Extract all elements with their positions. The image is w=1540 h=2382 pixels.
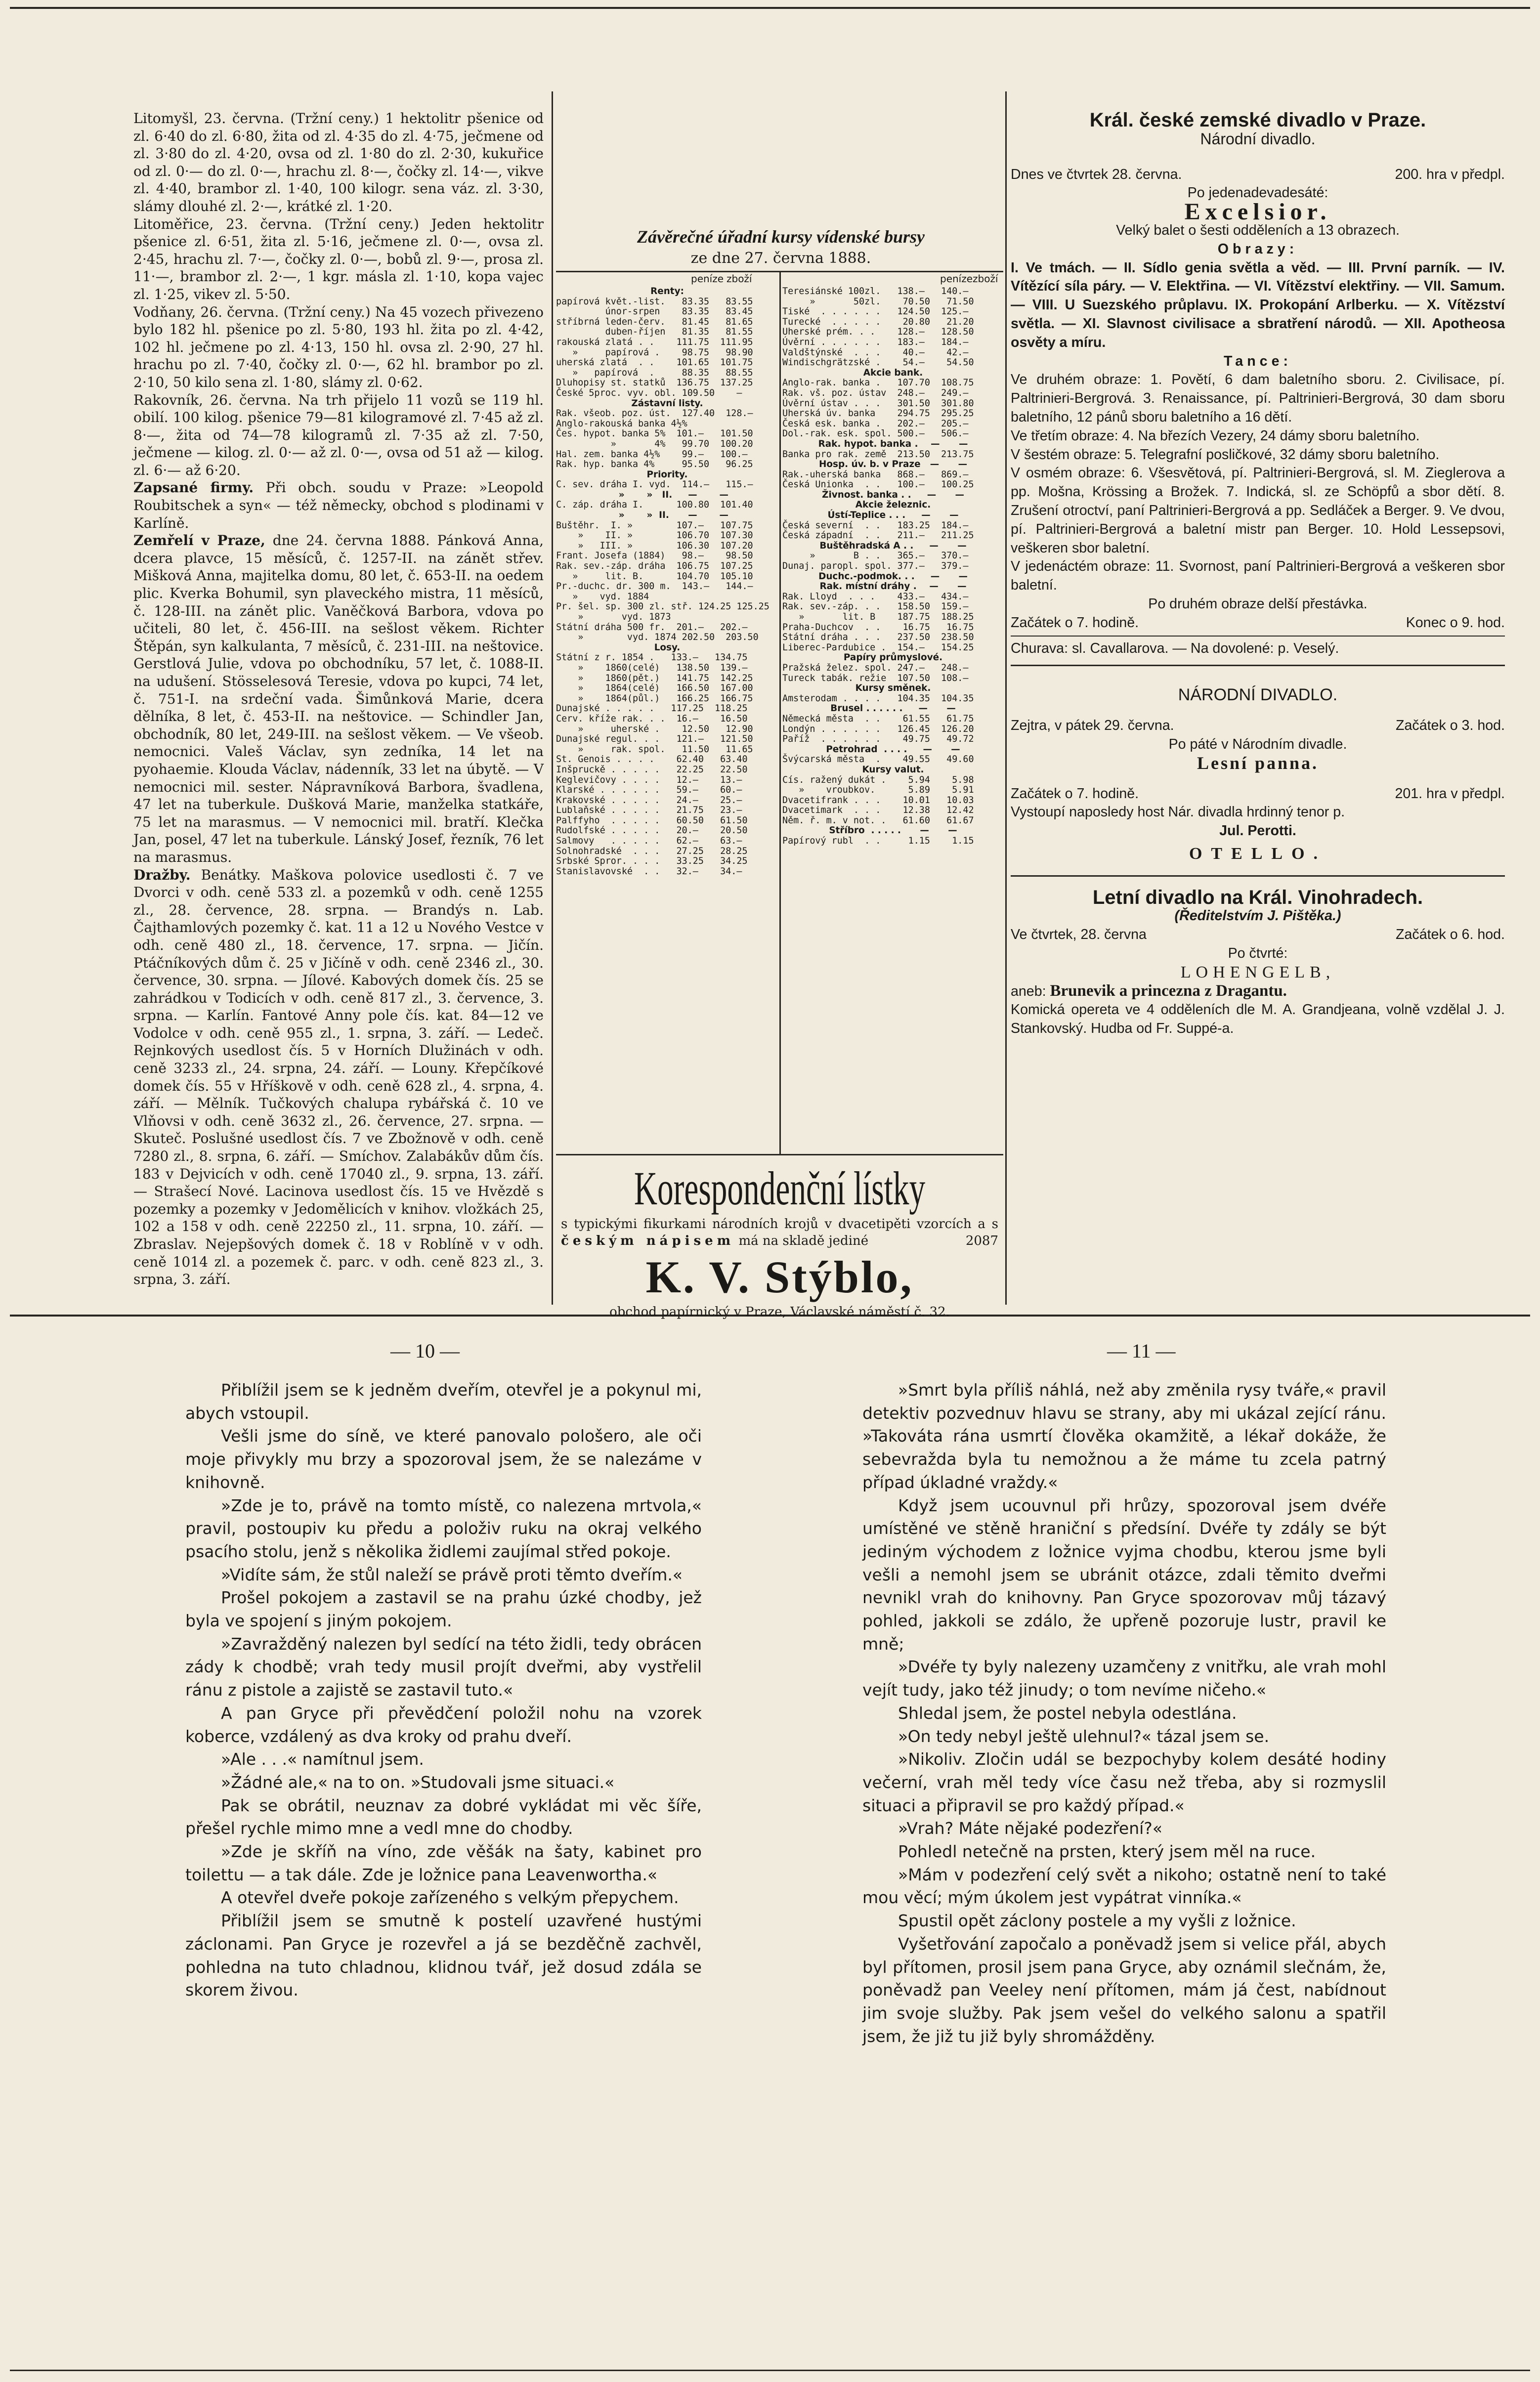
stock-right-row: Akcie železnic. [855, 500, 931, 510]
theatre-summer-subtitle-lead: aneb: [1011, 983, 1046, 999]
bottom-rule [10, 2370, 1530, 2371]
stock-left-row: » vyd. 1874 202.50 203.50 [556, 632, 759, 643]
ad-headline: Korespondenční lístky [634, 1162, 926, 1215]
stock-right-row: Rak. vš. poz. ústav 248.— 249.— [782, 387, 969, 398]
stock-left-row: Frant. Josefa (1884) 98.— 98.50 [556, 551, 753, 561]
stock-right-row: Dol.-rak. esk. spol. 500.— 506.— [782, 428, 969, 439]
page-number-left: — 10 — [390, 1340, 460, 1362]
stock-left-row: Keglevičovy . . . . 12.— 13.— [556, 774, 742, 785]
stock-left-row: únor-srpen 83.35 83.45 [556, 306, 753, 317]
stock-left-row: C. sev. dráha I. vyd. 114.— 115.— [556, 479, 753, 490]
stock-left-row: » papírová . 88.35 88.55 [556, 367, 753, 378]
stock-left-row: » III. » 106.30 107.20 [556, 540, 753, 551]
novel-page-left [185, 1379, 702, 2002]
theatre-summer-dateline [1011, 926, 1505, 944]
ad-number: 2087 [965, 1234, 998, 1248]
firms-title: Zapsané firmy. [133, 479, 254, 496]
theatre-main-title: Král. české zemské divadlo v Praze. [1089, 109, 1426, 131]
stock-left-row: Čes. hypot. banka 5% 101.— 101.50 [556, 428, 753, 439]
novel-paragraph: Když jsem ucouvnul při hrůzy, spozoroval jsem dvéře umístěné ve stěně hraniční s předsíní. Dvéře ty zdály se být jediným východem z ložnice vyjma chodbu, kterou jsme byli vešli a nemohl jsem se ubránit otázce, zdali těmito dveřmi nevnikl vrah do knihovny. Pan Gryce spozorovav můj tázavý pohled, jakkoli se zdálo, že upřeně pozoruje lustr, pravil ke mně; [862, 1495, 1386, 1654]
novel-paragraph: Shledal jsem, že postel nebyla odestlána. [898, 1703, 1237, 1723]
stock-left-row: Buštěhr. I. » 107.— 107.75 [556, 520, 753, 531]
stock-right-row: Praha-Duchcov . . 16.75 16.75 [782, 622, 974, 633]
stock-table-left [556, 287, 778, 877]
stock-right-row: Uherské prém. . . 128.— 128.50 [782, 327, 974, 338]
stock-mid-rule [779, 272, 781, 1154]
stock-right-row: Rak. místní dráhy . — — [819, 581, 967, 592]
stock-left-row: Losy. [654, 642, 681, 653]
stock-right-row: » B . . 365.— 370.— [782, 551, 969, 561]
ad-address: obchod papírnický v Praze, Václavské náměstí č. 32. [609, 1305, 950, 1319]
theatre-main-dance-5: V jedenáctém obraze: 11. Svornost, paní Paltrinieri-Bergrová a veškeren sbor baletní. [1011, 558, 1505, 594]
theatre-national-guest-name: Jul. Perotti. [1219, 823, 1296, 839]
stock-right-row: Švýcarská města . 49.55 49.60 [782, 754, 974, 765]
theatre-summer-subtitle [1011, 982, 1505, 1001]
theatre-main-play-title: Excelsior. [1184, 199, 1331, 225]
novel-page-right [862, 1379, 1386, 2048]
stock-right-row: Kursy směnek. [855, 683, 931, 694]
ad-text [556, 1216, 1003, 1249]
stock-right-row: Amsterodam . . . . 104.35 104.35 [782, 693, 974, 704]
theatre-main-dateline [1011, 166, 1505, 184]
deaths-section [133, 532, 544, 866]
theatre-summer-date: Ve čtvrtek, 28. června [1011, 927, 1147, 943]
stock-left-row: papírová květ.-list. 83.35 83.55 [556, 296, 753, 307]
deaths-title: Zemřelí v Praze, [133, 532, 265, 549]
stock-left-row: Stanislavovské . . 32.— 34.— [556, 866, 742, 877]
stock-right-row: Petrohrad . . . . — — [826, 744, 960, 755]
stock-left-row: » vyd. 1873 [556, 612, 671, 622]
market-litomerice: Litoměřice, 23. června. (Tržní ceny.) Jeden hektolitr pšenice zl. 6·51, žita zl. 5·16, ječmene zl. 0·—, ovsa zl. 2·45, hrachu zl. 7·—, čočky zl. 0·—, bobů zl. 9·—, prosa zl. 11·—, brambor zl. 2·—, 1 kgr. másla zl. 1·10, kopa vajec zl. 1·25, vikev zl. 5·50. [133, 215, 544, 302]
theatre-main-date: Dnes ve čtvrtek 28. června. [1011, 166, 1182, 182]
stock-right-row: Česká esk. banka . 202.— 205.— [782, 418, 969, 429]
theatre-main-after-note: Po druhém obraze delší přestávka. [1148, 596, 1368, 612]
stock-right-row: Tureck tabák. režie 107.50 108.— [782, 673, 969, 683]
stock-right-row: Cís. ražený dukát . 5.94 5.98 [782, 774, 974, 785]
theatre-main-dance-4: V osmém obraze: 6. Všesvětová, pí. Paltrinieri-Bergrová, sl. M. Zieglerova a pp. Mošna, Krössing a Brožek. 7. Indická, sl. ze Schöpfů a sbor dětí. 8. Zrušení otroctví, paní Paltrinieri-Bergrová a pp. Sedláček a Berger. 9. Ve dvou, pí. Paltrinieri-Bergrová a baletní mistr pan Berger. 10. Hold Lessepsovi, veškeren sbor baletní. [1011, 465, 1505, 556]
stock-right-row: Rak. sev.-záp. . . 158.50 159.— [782, 601, 969, 612]
ad-text-1: s typickými fikurkami národních krojů v dvacetipěti vzorcích a s [561, 1217, 998, 1232]
ad-highlight: českým nápisem [561, 1234, 735, 1248]
novel-paragraph: Vyšetřování započalo a poněvadž jsem si velice přál, abych byl přítomen, prosil jsem pana Gryce, aby oznámil slečnám, že, poněvadž pan Veeley není přítomen, mám já čest, nabídnout jim svoje služby. Pak jsem vešel do velkého salonu a spatřil jsem, že již tu již byly shromážděny. [862, 1934, 1386, 2046]
theatre-national-dateline [1011, 717, 1505, 735]
novel-paragraph: »Ale . . .« namítnul jsem. [221, 1749, 424, 1769]
stock-right-row: Papíry průmyslové. [843, 652, 943, 663]
market-litomysl: Litomyšl, 23. června. (Tržní ceny.) 1 hektolitr pšenice od zl. 6·40 do zl. 6·80, žita od zl. 4·35 do zl. 4·75, ječmene od zl. 3·80 do zl. 4·20, ovsa od zl. 1·80 do zl. 2·30, kukuřice od zl. 0·— do zl. 0·—, hrachu zl. 8·—, čočky zl. 14·—, vikve zl. 4·40, brambor zl. 1·40, 100 kilogr. sena váz. zl. 3·30, slámy dlouhé zl. 2·—, krátké zl. 1·20. [133, 110, 544, 214]
theatre-main-play-desc: Velký balet o šesti odděleních a 13 obrazech. [1116, 222, 1400, 238]
theatre-main-cast-note: Churava: sl. Cavallarova. — Na dovolené: p. Veselý. [1011, 640, 1339, 656]
stock-right-row: Tiské . . . . . . 124.50 125.— [782, 306, 969, 317]
stock-right-row: Brusel . . . . . . — — [830, 703, 956, 714]
theatre-summer-intro: Po čtvrté: [1228, 945, 1288, 962]
column-news [133, 110, 544, 1288]
stock-left-row: » » II. — — [606, 489, 728, 500]
ad-brand: K. V. Stýblo, [645, 1252, 914, 1302]
stock-right-row: Liberec-Pardubice . 154.— 154.25 [782, 642, 974, 653]
stock-right-row: Úvěrní . . . . . . 183.— 184.— [782, 337, 969, 347]
novel-paragraph: A pan Gryce při převědčení položil nohu na vzorek koberce, vzdálený as dva kroky od prahu dveří. [185, 1703, 702, 1746]
theatre-national-times [1011, 785, 1505, 804]
theatre-national-play-title: Lesní panna. [1197, 753, 1319, 773]
stock-left-row: Pr.-duchc. dr. 300 m. 143.— 144.— [556, 581, 753, 592]
stock-left-row: » 1864(celé) 166.50 167.00 [556, 683, 753, 694]
novel-paragraph: »On tedy nebyl ještě ulehnul?« tázal jsem se. [898, 1726, 1270, 1746]
stock-left-row: Palffyho . . . . . 60.50 61.50 [556, 815, 748, 826]
theatre-national-guest: Vystoupí naposledy host Nár. divadla hrdinný tenor p. [1011, 804, 1345, 820]
stock-right-row: Turecké . . . . . 20.80 21.20 [782, 316, 974, 327]
stock-right-col-money: peníze [940, 273, 973, 285]
theatre-main-dance-1: Ve druhém obraze: 1. Povětí, 6 dam baletního sboru. 2. Civilisace, pí. Paltrinieri-Bergrová. 3. Renaissance, pí. Paltrinieri-Bergrová, 30 dam sboru baletního, 12 pánů sboru baletního a 16 dětí. [1011, 372, 1505, 425]
stock-left-col-money: peníze [691, 273, 724, 285]
theatre-main-dances-title: Tance: [1223, 353, 1292, 369]
stock-right-row: Živnost. banka . . — — [822, 489, 964, 500]
theatre-summer-title: Letní divadlo na Král. Vinohradech. [1092, 886, 1423, 908]
stock-left-row: Klarské . . . . . . 59.— 60.— [556, 785, 742, 796]
stock-left-row: » vyd. 1884 [556, 591, 649, 602]
stock-left-row: » uherské . 12.50 12.90 [556, 723, 753, 734]
novel-paragraph: A otevřel dveře pokoje zařízeného s velkým přepychem. [221, 1888, 679, 1908]
stock-right-row: Banka pro rak. země 213.50 213.75 [782, 449, 974, 460]
stock-left-row: Pr. šel. sp. 300 zl. stř. 124.25 125.25 [556, 601, 770, 612]
stock-left-row: » papírová . 98.75 98.90 [556, 347, 753, 358]
market-vodnany: Vodňany, 26. června. (Tržní ceny.) Na 45 vozech přivezeno bylo 182 hl. pšenice po zl. 5·80, 193 hl. žita po zl. 4·42, 102 hl. ječmene po zl. 4·13, 150 hl. ovsa zl. 2·90, 27 hl. hrachu po zl. 7·40, čočky zl. 0·—, 62 hl. brambor po zl. 2·10, 50 kilo sena zl. 1·80, slámy zl. 0·62. [133, 303, 544, 390]
theatre-main-times [1011, 614, 1505, 633]
theatre-main-subtitle: Národní divadlo. [1200, 129, 1316, 148]
stock-left-row: » II. » 106.70 107.30 [556, 530, 753, 541]
theatre-main [1011, 111, 1505, 1038]
stock-left-row: Cerv. kříže rak. . . 16.— 16.50 [556, 713, 748, 724]
stock-right-row: Hosp. úv. b. v Praze — — [819, 459, 967, 470]
stock-left-row: duben-říjen 81.35 81.55 [556, 327, 753, 338]
novel-paragraph: Přiblížil jsem se k jedněm dveřím, otevřel je a pokynul mi, abych vstoupil. [185, 1380, 702, 1423]
novel-paragraph: Vešli jsme do síně, ve které panovalo pološero, ale oči moje přivykly mu brzy a spozoroval jsem, že se nalezáme v knihovně. [185, 1426, 702, 1492]
page-number-right: — 11 — [1107, 1340, 1176, 1362]
stock-left-row: Rudolfské . . . . . 20.— 20.50 [556, 825, 748, 836]
stock-left-row: rakouská zlatá . . 111.75 111.95 [556, 337, 753, 347]
theatre-main-repeat: Po jedenadevadesáté: [1187, 185, 1328, 201]
stock-right-row: Ústí-Teplice . . . — — [827, 510, 959, 521]
stock-right-row: » vroubkov. 5.89 5.91 [782, 785, 974, 796]
auctions-section [133, 866, 544, 1288]
stock-right-col-goods: zboží [973, 273, 998, 285]
stock-left-row: Dunajské . . . . . 117.25 118.25 [556, 703, 748, 714]
auctions-title: Dražby. [133, 866, 191, 883]
stock-right-row: Česká západní . . 211.— 211.25 [782, 530, 974, 541]
stock-right-row: » 50zl. 70.50 71.50 [782, 296, 974, 307]
stock-left-row: » rak. spol. 11.50 11.65 [556, 744, 753, 755]
stock-right-row: Německá města . . 61.55 61.75 [782, 713, 974, 724]
theatre-summer-subtitle-text: Brunevik a princezna z Dragantu. [1050, 981, 1287, 1000]
stock-left-row: C. záp. dráha I. 100.80 101.40 [556, 500, 753, 510]
stock-right-row: Dunaj. paropl. spol. 377.— 379.— [782, 561, 969, 572]
novel-paragraph: »Zavražděný nalezen byl sedící na této židli, tedy obrácen zády k chodbě; vrah tedy musil projít dveřmi, aby vystřelil ránu z pistole a zajistě se zastavil tuto.« [185, 1634, 702, 1700]
novel-paragraph: Pak se obrátil, neuznav za dobré vykládat mi věc šíře, přešel rychle mimo mne a vedl mne do chodby. [185, 1795, 702, 1838]
stock-right-row: Rak. hypot. banka . — — [818, 438, 968, 449]
stock-right-row: Akcie bank. [863, 367, 923, 378]
deaths-text: dne 24. června 1888. Pánková Anna, dcera plavce, 15 měsíců, č. 1257-II. na zánět střev. Mišková Anna, majitelka domu, 80 let, č. 653-II. na oedem plic. Kverka Bohumil, syn plaveckého mistra, 11 měsíců, č. 128-III. na zánět plic. Vaněčková Barbora, vdova po učiteli, 80 let, č. 456-III. na sešlost věkem. Richter Štěpán, syn kalkulanta, 7 měsíců, č. 231-III. na neštovice. Gerstlová Julie, vdova po obchodníku, 57 let, č. 1088-II. na udušení. Stösselesová Teresie, vdova po kupci, 74 let, č. 751-I. na srdeční vada. Šimůnková Marie, dcera dělníka, 8 let, č. 453-II. na neštovice. — Schindler Jan, obchodník, 80 let, 249-III. na sešlost věkem. — Ve všeob. nemocnici. Valeš Václav, syn zedníka, 14 let na pyohaemie. Klouda Václav, nádenník, 33 let na úbytě. — V nemocnici mil. sester. Nápravníková Barbora, švadlena, 47 let na tuberkule. Dušková Marie, manželka statkáře, 75 let na marasmus. — V nemocnici mil. bratří. Klečka Jan, posel, 47 let na tuberkule. Lánský Josef, řezník, 76 let na marasmus. [133, 532, 544, 865]
theatre-national-title: NÁRODNÍ DIVADLO. [1178, 685, 1338, 705]
stock-left-row: Renty: [650, 286, 684, 297]
firms-text: Při obch. soudu v Praze: »Leopold Roubitschek a syn« — též německy, obchod s plodinami v Karlíně. [133, 479, 544, 531]
stock-left-row: » 1860(celé) 138.50 139.— [556, 662, 748, 673]
auctions-text: Benátky. Maškova polovice usedlosti č. 7 ve Dvorci v odh. ceně 533 zl. a pozemků v odh. ceně 1255 zl., 28. července, 28. srpna. — Brandýs n. Lab. Čajthamlových pozemky č. kat. 11 a 12 u Nového Vestce v odh. ceně 480 zl., 18. července, 17. srpna. — Jičín. Ptáčníkových dům č. 25 v Jičíně v odh. ceně 2346 zl., 30. července, 30. srpna. — Jílové. Kabových domek čís. 25 se zahrádkou v Todicích v odh. ceně 817 zl., 3. července, 3. srpna. — Karlín. Fantové Anny pole čís. kat. 84—12 ve Vodolce v odh. ceně 955 zl., 1. srpna, 3. září. — Ledeč. Rejnkových usedlost čís. 5 v Horních Dlužinách v odh. ceně 3233 zl., 24. srpna, 24. září. — Louny. Křepčíkové domek čís. 55 v Hříškově v odh. ceně 628 zl., 4. srpna, 4. září. — Mělník. Tučkových chalupa rybářská č. 10 ve Vlňovsi v odh. ceně 3632 zl., 26. července, 27. srpna. — Skuteč. Poslušné usedlost čís. 7 ve Zbožnově v odh. ceně 7280 zl., 8. srpna, 6. září. — Smíchov. Zalabákův dům čís. 183 v Dejvicích v odh. ceně 17040 zl., 9. srpna, 13. září. — Strašecí Nové. Lacinova usedlost čís. 15 ve Hvězdě s pozemky a pozemky v Jedomělicích v knihov. vložkách 25, 102 a 158 v odh. ceně 22250 zl., 11. srpna, 10. září. — Zbraslav. Nejepšových domek č. 18 v Roblíně v v odh. ceně 1014 zl. a pozemek č. parc. v odh. ceně 823 zl., 3. srpna, 3. září. [133, 866, 544, 1288]
stock-right-row: Dvacetimark . . . 12.38 12.42 [782, 805, 974, 816]
novel-paragraph: »Vrah? Máte nějaké podezření?« [898, 1819, 1163, 1838]
stock-right-row: Stříbro . . . . . — — [829, 825, 957, 836]
novel-paragraph: »Nikoliv. Zločin udál se bezpochyby kolem desáté hodiny večerní, vrah měl tedy více času než třeba, aby si rozmyslil situaci a připravil se pro každý případ.« [862, 1749, 1386, 1815]
stock-right-row: Česká Unionka . . 100.— 100.25 [782, 479, 974, 490]
stock-left-row: Lublaňské . . . . . 21.75 23.— [556, 805, 742, 816]
stock-left-row: Hal. zem. banka 4½% 99.— 100.— [556, 449, 748, 460]
theatre-national-opera: OTELLO. [1189, 844, 1327, 863]
stock-left-row: Priority. [646, 469, 688, 480]
stock-left-row: stříbrná leden-červ. 81.45 81.65 [556, 316, 753, 327]
stock-left-row: » lit. B. 104.70 105.10 [556, 571, 753, 582]
top-rule [10, 7, 1530, 9]
novel-paragraph: Spustil opět záclony postele a my vyšli z ložnice. [898, 1911, 1296, 1931]
stock-left-row: » 4% 99.70 100.20 [556, 438, 753, 449]
stock-right-row: » lit. B 187.75 188.25 [782, 612, 974, 622]
novel-paragraph: »Zde je skříň na víno, zde věšák na šaty, kabinet pro toilettu — a tak dále. Zde je ložnice pana Leavenwortha.« [185, 1842, 702, 1884]
stock-left-row: Rak. hyp. banka 4% 95.50 96.25 [556, 459, 753, 470]
novel-paragraph: »Vidíte sám, že stůl naleží se právě proti těmto dveřím.« [221, 1565, 683, 1584]
stock-left-row: Srbské Spror. . . . 33.25 34.25 [556, 856, 748, 867]
postcard-ad [556, 1161, 1003, 1319]
stock-date: ze dne 27. června 1888. [690, 250, 871, 267]
theatre-summer-play-title: LOHENGELB, [1180, 963, 1335, 981]
stock-left-row: České 5proc. vyv. obl. 109.50 — [556, 387, 742, 398]
novel-paragraph: »Žádné ale,« na to on. »Studovali jsme situaci.« [221, 1772, 615, 1792]
stock-left-row: » » II. — — [606, 510, 728, 521]
theatre-rule-1 [1011, 636, 1505, 637]
stock-left-row: Státní z r. 1854 . 133.— 134.75 [556, 652, 748, 663]
stock-left-row: Dluhopisy st. statků 136.75 137.25 [556, 378, 753, 388]
stock-right-row: Anglo-rak. banka . 107.70 108.75 [782, 378, 974, 388]
stock-left-row: Anglo-rakouská banka 4½% [556, 418, 687, 429]
theatre-rule-2 [1011, 665, 1505, 666]
column-rule-1 [552, 91, 553, 1305]
stock-right-row: Paříž . . . . . . 49.75 49.72 [782, 734, 974, 745]
theatre-main-perf-no: 200. hra v předpl. [1395, 166, 1505, 182]
stock-right-row: Buštěhradská A . . — — [819, 540, 967, 551]
stock-left-col-goods: zboží [727, 273, 752, 285]
theatre-main-end: Konec o 9. hod. [1406, 614, 1505, 631]
theatre-national-perf-no: 201. hra v předpl. [1395, 785, 1505, 802]
stock-right-row: Úvěrní ústav . . . 301.50 301.80 [782, 398, 974, 409]
stock-left-row: » 1864(půl.) 166.25 166.75 [556, 693, 753, 704]
stock-right-row: Londýn . . . . . . 126.45 126.20 [782, 723, 974, 734]
novel-paragraph: »Smrt byla příliš náhlá, než aby změnila rysy tváře,« pravil detektiv pozvednuv hlavu se strany, aby mi ukázal zející ránu. »Takováta rána usmrtí člověka okamžitě, a lékař dokáže, že sebevražda byla tu nemožnou a že máme tu zcela patrný případ úkladné vraždy.« [862, 1380, 1386, 1492]
novel-paragraph: Přiblížil jsem se smutně k postelí uzavřené hustými záclonami. Pan Gryce je rozevřel a já se bezděčně zachvěl, pohledna na tuto chladnou, klidnou tvář, jež dosud zdála se skorem živou. [185, 1911, 702, 2000]
theatre-national-date: Zejtra, v pátek 29. června. [1011, 718, 1174, 734]
theatre-rule-3 [1011, 875, 1505, 877]
stock-right-row: Papírový rubl . . 1.15 1.15 [782, 836, 974, 847]
ad-text-2: má na skladě jediné [738, 1234, 869, 1248]
stock-left-row: Solnohradské . . . 27.25 28.25 [556, 846, 748, 856]
stock-right-row: Valdštýnské . . . 40.— 42.— [782, 347, 969, 358]
stock-right-row: Rak.-uherská banka 868.— 869.— [782, 469, 969, 480]
theatre-summer-start: Začátek o 6. hod. [1396, 927, 1505, 943]
stock-right-row: Dvacetifrank . . . 10.01 10.03 [782, 795, 974, 806]
stock-left-row: Rak. sev.-záp. dráha 106.75 107.25 [556, 561, 753, 572]
theatre-main-dance-2: Ve třetím obraze: 4. Na březích Vezery, 24 dámy sboru baletního. [1011, 427, 1420, 444]
theatre-main-pictures-title: Obrazy: [1217, 241, 1298, 257]
stock-left-row: Rak. všeob. poz. úst. 127.40 128.— [556, 408, 753, 419]
stock-right-row: Pražská želez. spol. 247.— 248.— [782, 662, 969, 673]
theatre-national-start: Začátek o 3. hod. [1396, 718, 1505, 734]
stock-left-row: Krakovské . . . . . 24.— 25.— [556, 795, 742, 806]
column-rule-2 [1005, 91, 1007, 1305]
stock-left-row: uherská zlatá . . 101.65 101.75 [556, 357, 753, 368]
theatre-national-start-2: Začátek o 7. hodině. [1011, 785, 1139, 802]
stock-left-row: Salmovy . . . . . 62.— 63.— [556, 836, 742, 847]
stock-left-row: St. Genois . . . . 62.40 63.40 [556, 754, 748, 765]
market-rakovnik: Rakovník, 26. června. Na trh přijelo 11 vozů se 119 hl. obilí. 100 kilog. pšenice 79—81 kilogramové zl. 7·45 až zl. 8·—, žita od 74—78 kilogramů zl. 7·35 až zl. 7·50, ječmene — kilog. zl. 0·— až zl. 0·—, ovsa od 51 až — kilog. zl. 6·— až 6·20. [133, 391, 544, 478]
stock-left-row: Státní dráha 500 fr. 201.— 202.— [556, 622, 748, 633]
stock-left-row: Dunajské regul. . . 121.— 121.50 [556, 734, 753, 745]
stock-left-row: » 1860(pět.) 141.75 142.25 [556, 673, 753, 683]
theatre-main-start: Začátek o 7. hodině. [1011, 614, 1139, 631]
novel-paragraph: »Dvéře ty byly nalezeny uzamčeny z vnitřku, ale vrah mohl vejít tudy, jako též jinudy; o tom nevíme ničeho.« [862, 1657, 1386, 1700]
stock-left-row: Zástavní listy. [631, 398, 703, 409]
theatre-summer-desc: Komická opereta ve 4 odděleních dle M. A. Grandjeana, volně vzdělal J. J. Stankovský. Hudba od Fr. Suppé-a. [1011, 1002, 1505, 1037]
stock-right-row: Teresiánské 100zl. 138.— 140.— [782, 286, 969, 297]
theatre-national-note: Po páté v Národním divadle. [1168, 736, 1347, 752]
stock-right-row: Česká severní . . 183.25 184.— [782, 520, 969, 531]
theatre-main-pictures: I. Ve tmách. — II. Sídlo genia světla a věd. — III. První parník. — IV. Vítězící síla páry. — V. Elektřina. — VI. Vítězství elektřiny. — VII. Samum. — VIII. U Suezského průplavu. IX. Prokopání Arlberku. — X. Vítězství světla. — XI. Slavnost civilisace a sbratření národů. — XII. Apotheosa osvěty a míru. [1011, 259, 1505, 350]
novel-paragraph: Pohledl netečně na prsten, který jsem měl na ruce. [898, 1842, 1316, 1862]
ad-top-rule [556, 1154, 1003, 1155]
stock-title: Závěrečné úřadní kursy vídenské bursy [637, 227, 925, 247]
novel-paragraph: Prošel pokojem a zastavil se na prahu úzké chodby, jež byla ve spojení s jiným pokojem. [185, 1588, 702, 1631]
stock-right-row: Kursy valut. [862, 764, 924, 775]
stock-right-row: Státní dráha . . . 237.50 238.50 [782, 632, 974, 643]
theatre-summer-director: (Ředitelstvím J. Pištěka.) [1174, 908, 1341, 924]
theatre-main-dance-3: V šestém obraze: 5. Telegrafní posličkové, 32 dámy sboru baletního. [1011, 446, 1440, 463]
novel-paragraph: »Mám v podezření celý svět a nikoho; ostatně není to také mou věcí; mým úkolem jest vypátrat vinníka.« [862, 1865, 1386, 1908]
firms-section [133, 479, 544, 532]
stock-left-row: Inšpruckě . . . . . 22.25 22.50 [556, 764, 748, 775]
stock-right-row: Uherská úv. banka 294.75 295.25 [782, 408, 974, 419]
stock-table-right [782, 287, 1004, 847]
stock-right-row: Duchc.-podmok. . . — — [818, 571, 968, 582]
stock-right-row: Rak. Lloyd . . . 433.— 434.— [782, 591, 969, 602]
novel-paragraph: »Zde je to, právě na tomto místě, co nalezena mrtvola,« pravil, postoupiv ku předu a položiv ruku na okraj velkého psacího stolu, jenž s několika židlemi zaujímal střed pokoje. [185, 1495, 702, 1561]
stock-right-row: Něm. ř. m. v not. . 61.60 61.67 [782, 815, 974, 826]
stock-right-row: Windischgrätzské . 54.— 54.50 [782, 357, 974, 368]
